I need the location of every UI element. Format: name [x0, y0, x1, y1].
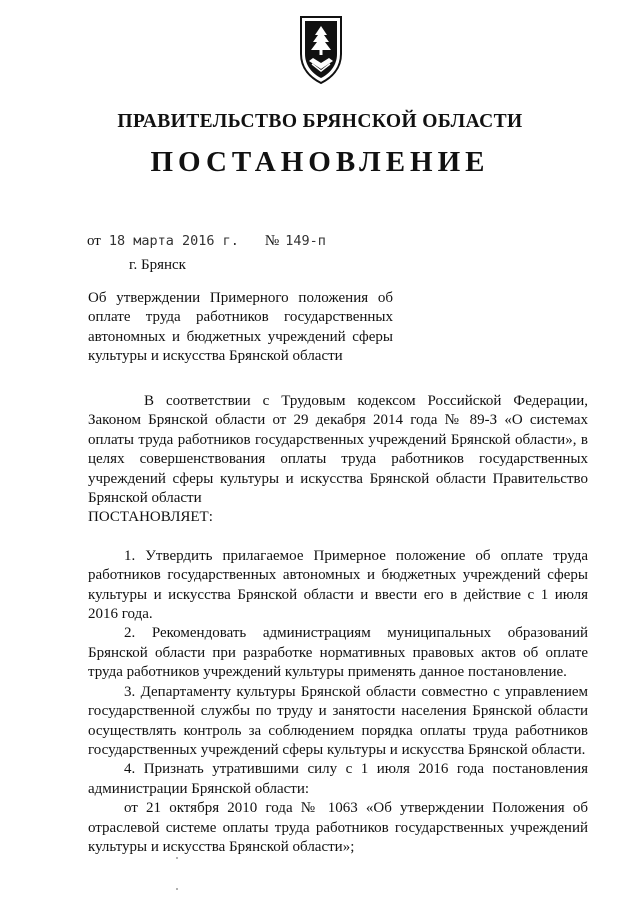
number-label: №	[264, 233, 280, 249]
document-number: 149-п	[285, 233, 326, 249]
item-4: 4. Признать утратившими силу с 1 июля 2016 года постановления администрации Брянской области:	[88, 761, 588, 797]
document-body	[88, 392, 588, 857]
decree-word: ПОСТАНОВЛЯЕТ:	[88, 509, 213, 526]
item-3: 3. Департаменту культуры Брянской области совместно с управлением государственной службы по труду и занятости населения Брянской области осуществлять контроль за соблюдением порядка оплаты труда работников государственных учреждений сферы культуры и искусства Брянской области.	[88, 683, 588, 758]
coat-of-arms-icon	[296, 14, 346, 86]
document-date: 18 марта 2016 г.	[108, 233, 239, 249]
preamble: В соответствии с Трудовым кодексом Российской Федерации, Законом Брянской области от 29 декабря 2014 года № 89-З «О системах оплаты труда работников государственных учреждений Брянской области», в целях совершенствования оплаты труда работников государственных учреждений сферы культуры и искусства Брянской области Правительство Брянской области	[88, 393, 588, 507]
date-prefix: от	[87, 233, 101, 249]
date-number-line	[87, 233, 326, 250]
item-2: 2. Рекомендовать администрациям муниципальных образований Брянской области при разработке нормативных правовых актов об оплате труда работников учреждений культуры применять данное постановление.	[88, 625, 588, 681]
document-type-title: ПОСТАНОВЛЕНИЕ	[150, 146, 490, 178]
scan-speck	[176, 888, 178, 890]
item-4-sub-1: от 21 октября 2010 года № 1063 «Об утверждении Положения об отраслевой системе оплаты труда работников государственных учреждений культуры и искусства Брянской области»;	[88, 800, 588, 855]
item-1: 1. Утвердить прилагаемое Примерное положение об оплате труда работников государственных автономных и бюджетных учреждений сферы культуры и искусства Брянской области и ввести его в действие с 1 июля 2016 года.	[88, 547, 588, 623]
city: г. Брянск	[129, 257, 186, 273]
organization-title: ПРАВИТЕЛЬСТВО БРЯНСКОЙ ОБЛАСТИ	[117, 111, 523, 132]
scan-speck	[176, 857, 178, 859]
document-subject: Об утверждении Примерного положения об оплате труда работников государственных автономных и бюджетных учреждений сферы культуры и искусства Брянской области	[88, 290, 393, 365]
